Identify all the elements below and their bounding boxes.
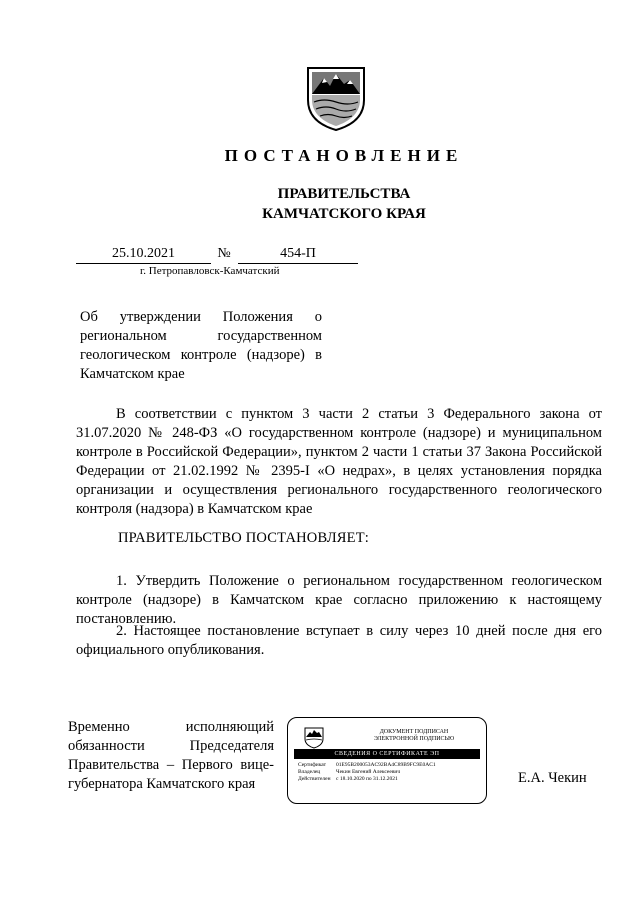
document-title: ПОСТАНОВЛЕНИЕ (224, 146, 464, 165)
number-sign: № (217, 246, 231, 261)
document-city: г. Петропавловск-Камчатский (140, 265, 280, 277)
resolution-item-2: 2. Настоящее постановление вступает в силу через 10 дней после дня его официального опубликования. (76, 623, 602, 658)
cert-label: Сертификат (298, 762, 326, 768)
cert-value: 01E95B200053AC92BA4C89B9FC9E0AC1 (336, 762, 436, 768)
valid-label: Действителен (298, 776, 331, 782)
document-issuer (0, 184, 640, 224)
stamp-header (344, 729, 484, 743)
position-line-1: Временно исполняющий (68, 719, 274, 735)
owner-label: Владелец (298, 769, 321, 775)
valid-value: с 18.10.2020 по 31.12.2021 (336, 776, 398, 782)
resolution-item-1: 1. Утвердить Положение о региональном государственном геологическом контроле (надзоре) в Камчатском крае согласно приложению к настоящему постановлению. (76, 573, 602, 627)
document-number: 454-П (238, 246, 358, 264)
stamp-header-line-1: ДОКУМЕНТ ПОДПИСАН (379, 729, 449, 735)
resolve-heading: ПРАВИТЕЛЬСТВО ПОСТАНОВЛЯЕТ: (118, 530, 370, 546)
owner-value: Чекин Евгений Алексеевич (336, 769, 401, 775)
position-line-3: Правительства – Первого вице- (68, 757, 274, 773)
document-date: 25.10.2021 (76, 246, 211, 264)
position-line-4: губернатора Камчатского края (68, 776, 256, 792)
stamp-row-cert (298, 762, 483, 769)
signer-name: Е.А. Чекин (518, 770, 587, 786)
electronic-signature-stamp (287, 717, 487, 804)
stamp-details (298, 762, 483, 783)
issuer-line-1: ПРАВИТЕЛЬСТВА (277, 186, 411, 202)
date-number-line (76, 246, 358, 264)
stamp-row-valid (298, 776, 483, 783)
preamble-paragraph: В соответствии с пунктом 3 части 2 статьи 3 Федерального закона от 31.07.2020 № 248-ФЗ «О государственном контроле (надзоре) и муниципальном контроле в Российской Федерации», пунктом 2 части 1 статьи 37 Закона Российской Федерации от 21.02.1992 № 2395-I «О недрах», в целях установления порядка организации и осуществления регионального государственного геологического контроля (надзора) в Камчатском крае (76, 406, 602, 517)
kamchatka-emblem-icon (302, 64, 370, 132)
signer-position (68, 718, 274, 794)
document-subject: Об утверждении Положения о региональном государственном геологическом контроле (надзоре) в Камчатском крае (80, 309, 322, 382)
issuer-line-2: КАМЧАТСКОГО КРАЯ (262, 206, 426, 222)
stamp-certificate-bar: СВЕДЕНИЯ О СЕРТИФИКАТЕ ЭП (294, 749, 480, 759)
stamp-row-owner (298, 769, 483, 776)
stamp-header-line-2: ЭЛЕКТРОННОЙ ПОДПИСЬЮ (373, 736, 455, 742)
position-line-2: обязанности Председателя (68, 738, 274, 754)
stamp-emblem-icon (303, 727, 325, 749)
